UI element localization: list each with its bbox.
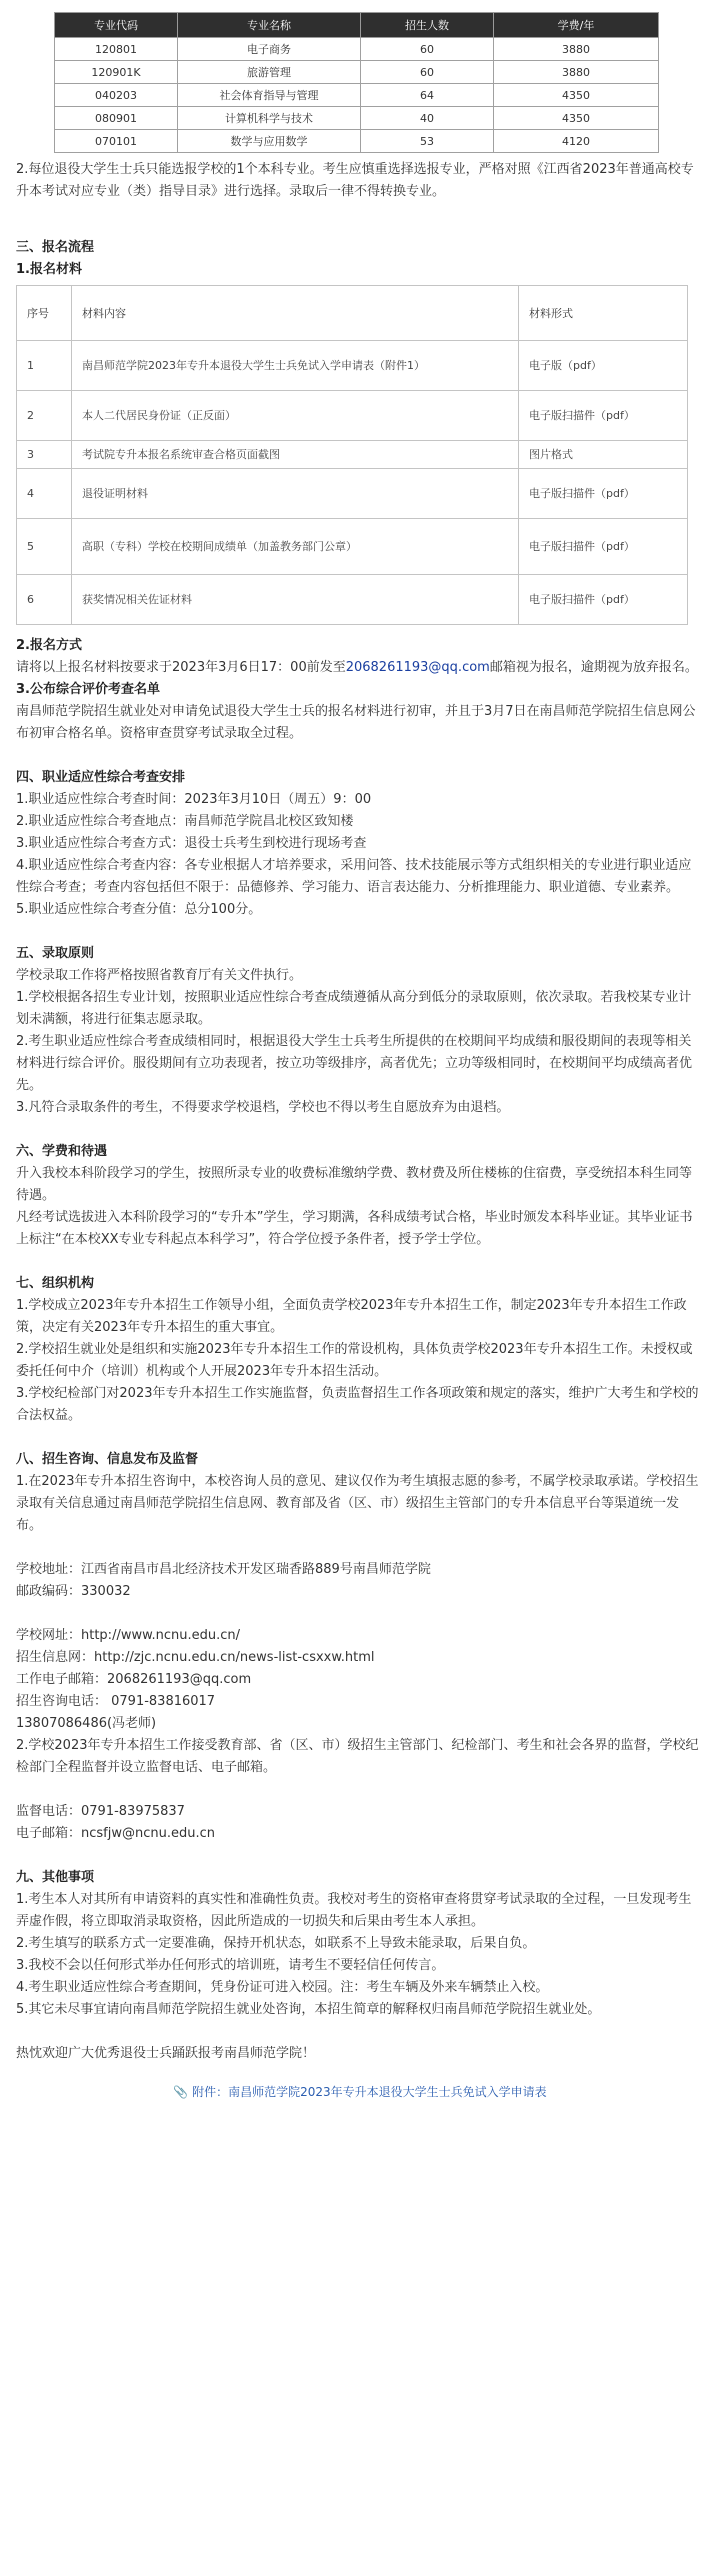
work-email: 工作电子邮箱：2068261193@qq.com bbox=[16, 1672, 252, 1687]
signup-method-text-a: 请将以上报名材料按要求于2023年3月6日17：00前发至 bbox=[16, 660, 346, 675]
table-row bbox=[17, 575, 688, 625]
table-row bbox=[55, 130, 659, 153]
cell: 电子版扫描件（pdf） bbox=[519, 575, 688, 625]
cell: 电子版扫描件（pdf） bbox=[519, 391, 688, 441]
consult-phone: 招生咨询电话： 0791-83816017 bbox=[16, 1694, 216, 1709]
supervision-email: 电子邮箱：ncsfjw@ncnu.edu.cn bbox=[16, 1826, 215, 1841]
list-item: 3.学校纪检部门对2023年专升本招生工作实施监督，负责监督招生工作各项政策和规定的落实，维护广大考生和学校的合法权益。 bbox=[16, 1386, 699, 1423]
cell: 2 bbox=[17, 391, 72, 441]
table-row bbox=[55, 61, 659, 84]
cell: 070101 bbox=[55, 130, 178, 153]
cell: 5 bbox=[17, 519, 72, 575]
cell: 本人二代居民身份证（正反面） bbox=[72, 391, 519, 441]
cell: 考试院专升本报名系统审查合格页面截图 bbox=[72, 441, 519, 469]
cell: 120901K bbox=[55, 61, 178, 84]
cell: 40 bbox=[361, 107, 494, 130]
cell: 电子版扫描件（pdf） bbox=[519, 519, 688, 575]
list-item: 2.考生填写的联系方式一定要准确，保持开机状态，如联系不上导致未能录取，后果自负。 bbox=[16, 1936, 536, 1951]
cell: 60 bbox=[361, 61, 494, 84]
list-item: 4.职业适应性综合考查内容：各专业根据人才培养要求，采用问答、技术技能展示等方式组织相关的专业进行职业适应性综合考查；考查内容包括但不限于：品德修养、学习能力、语言表达能力、分析推理能力、职业道德、专业素养。 bbox=[16, 858, 692, 895]
section-8-title: 八、招生咨询、信息发布及监督 bbox=[16, 1452, 199, 1467]
attachment-link-label: 附件：南昌师范学院2023年专升本退役大学生士兵免试入学申请表 bbox=[192, 2085, 547, 2099]
school-website: 学校网址：http://www.ncnu.edu.cn/ bbox=[16, 1628, 241, 1643]
list-item: 2.考生职业适应性综合考查成绩相同时，根据退役大学生士兵考生所提供的在校期间平均成绩和服役期间的表现等相关材料进行综合评价。服役期间有立功表现者，按立功等级排序，高者优先；立功等级相同时，在校期间平均成绩高者优先。 bbox=[16, 1034, 693, 1093]
welcome-text: 热忱欢迎广大优秀退役士兵踊跃报考南昌师范学院！ bbox=[16, 2046, 316, 2061]
cell: 4120 bbox=[494, 130, 659, 153]
header-form: 材料形式 bbox=[519, 286, 688, 341]
list-item: 3.凡符合录取条件的考生，不得要求学校退档，学校也不得以考生自愿放弃为由退档。 bbox=[16, 1100, 510, 1115]
cell: 南昌师范学院2023年专升本退役大学生士兵免试入学申请表（附件1） bbox=[72, 341, 519, 391]
cell: 4350 bbox=[494, 84, 659, 107]
cell: 获奖情况相关佐证材料 bbox=[72, 575, 519, 625]
cell: 电子版扫描件（pdf） bbox=[519, 469, 688, 519]
section-3-sub2: 2.报名方式 bbox=[16, 638, 82, 653]
signup-method bbox=[16, 657, 704, 679]
header-code: 专业代码 bbox=[55, 13, 178, 38]
header-content: 材料内容 bbox=[72, 286, 519, 341]
cell: 1 bbox=[17, 341, 72, 391]
materials-table bbox=[16, 285, 688, 625]
postcode: 邮政编码：330032 bbox=[16, 1584, 131, 1599]
cell: 计算机科学与技术 bbox=[178, 107, 361, 130]
list-item: 1.考生本人对其所有申请资料的真实性和准确性负责。我校对考生的资格审查将贯穿考试录取的全过程，一旦发现考生弄虚作假，将立即取消录取资格，因此所造成的一切损失和后果由考生本人承担。 bbox=[16, 1892, 692, 1929]
section-4-title: 四、职业适应性综合考查安排 bbox=[16, 770, 186, 785]
cell: 退役证明材料 bbox=[72, 469, 519, 519]
list-item: 1.学校根据各招生专业计划，按照职业适应性综合考查成绩遵循从高分到低分的录取原则，依次录取。若我校某专业计划未满额，将进行征集志愿录取。 bbox=[16, 990, 692, 1027]
header-name: 专业名称 bbox=[178, 13, 361, 38]
table-row bbox=[17, 341, 688, 391]
list-item: 4.考生职业适应性综合考查期间，凭身份证可进入校园。注：考生车辆及外来车辆禁止入校。 bbox=[16, 1980, 549, 1995]
cell: 旅游管理 bbox=[178, 61, 361, 84]
diploma-text: 凡经考试选拔进入本科阶段学习的“专升本”学生，学习期满，各科成绩考试合格，毕业时颁发本科毕业证。其毕业证书上标注“在本校XX专业专科起点本科学习”，符合学位授予条件者，授予学士学位。 bbox=[16, 1210, 693, 1247]
consult-text: 1.在2023年专升本招生咨询中，本校咨询人员的意见、建议仅作为考生填报志愿的参考，不属学校录取承诺。学校招生录取有关信息通过南昌师范学院招生信息网、教育部及省（区、市）级招生主管部门的专升本信息平台等渠道统一发布。 bbox=[16, 1474, 699, 1533]
list-item: 2.职业适应性综合考查地点：南昌师范学院昌北校区致知楼 bbox=[16, 814, 354, 829]
section-6-title: 六、学费和待遇 bbox=[16, 1144, 108, 1159]
table-row bbox=[55, 38, 659, 61]
cell: 4 bbox=[17, 469, 72, 519]
section-5-title: 五、录取原则 bbox=[16, 946, 95, 961]
list-item: 3.我校不会以任何形式举办任何形式的培训班，请考生不要轻信任何传言。 bbox=[16, 1958, 445, 1973]
majors-table bbox=[54, 12, 659, 153]
table-row bbox=[55, 107, 659, 130]
list-item: 5.职业适应性综合考查分值：总分100分。 bbox=[16, 902, 262, 917]
supervision-text: 2.学校2023年专升本招生工作接受教育部、省（区、市）级招生主管部门、纪检部门、考生和社会各界的监督，学校纪检部门全程监督并设立监督电话、电子邮箱。 bbox=[16, 1738, 699, 1775]
cell: 3 bbox=[17, 441, 72, 469]
tuition-text: 升入我校本科阶段学习的学生，按照所录专业的收费标准缴纳学费、教材费及所住楼栋的住宿费，享受统招本科生同等待遇。 bbox=[16, 1166, 693, 1203]
attachment-link-icon: 📎 bbox=[173, 2085, 189, 2099]
cell: 53 bbox=[361, 130, 494, 153]
cell: 64 bbox=[361, 84, 494, 107]
signup-method-text-b: 邮箱视为报名，逾期视为放弃报名。 bbox=[489, 660, 698, 675]
school-address: 学校地址：江西省南昌市昌北经济技术开发区瑞香路889号南昌师范学院 bbox=[16, 1562, 431, 1577]
cell: 高职（专科）学校在校期间成绩单（加盖教务部门公章） bbox=[72, 519, 519, 575]
cell: 数学与应用数学 bbox=[178, 130, 361, 153]
admissions-site: 招生信息网：http://zjc.ncnu.edu.cn/news-list-csxxw.html bbox=[16, 1650, 375, 1665]
cell: 120801 bbox=[55, 38, 178, 61]
section-3-sub3: 3.公布综合评价考查名单 bbox=[16, 682, 160, 697]
header-no: 序号 bbox=[17, 286, 72, 341]
cell: 040203 bbox=[55, 84, 178, 107]
cell: 社会体育指导与管理 bbox=[178, 84, 361, 107]
list-item: 1.职业适应性综合考查时间：2023年3月10日（周五）9：00 bbox=[16, 792, 372, 807]
cell: 3880 bbox=[494, 61, 659, 84]
majors-table-header bbox=[55, 13, 659, 38]
cell: 4350 bbox=[494, 107, 659, 130]
cell: 3880 bbox=[494, 38, 659, 61]
section-3-sub1: 1.报名材料 bbox=[16, 262, 82, 277]
section-3-title: 三、报名流程 bbox=[16, 240, 95, 255]
signup-email: 2068261193@qq.com bbox=[345, 660, 490, 675]
cell: 电子商务 bbox=[178, 38, 361, 61]
supervision-phone: 监督电话：0791-83975837 bbox=[16, 1804, 185, 1819]
list-item: 2.学校招生就业处是组织和实施2023年专升本招生工作的常设机构，具体负责学校2023年专升本招生工作。未授权或委托任何中介（培训）机构或个人开展2023年专升本招生活动。 bbox=[16, 1342, 693, 1379]
list-item: 1.学校成立2023年专升本招生工作领导小组，全面负责学校2023年专升本招生工作，制定2023年专升本招生工作政策，决定有关2023年专升本招生的重大事宜。 bbox=[16, 1298, 687, 1335]
table-row bbox=[17, 469, 688, 519]
cell: 6 bbox=[17, 575, 72, 625]
list-item: 3.职业适应性综合考查方式：退役士兵考生到校进行现场考查 bbox=[16, 836, 367, 851]
table-row bbox=[17, 519, 688, 575]
attachment-link[interactable] bbox=[16, 2083, 704, 2100]
note-2: 2.每位退役大学生士兵只能选报学校的1个本科专业。考生应慎重选择选报专业，严格对照《江西省2023年普通高校专升本考试对应专业（类）指导目录》进行选择。录取后一律不得转换专业。 bbox=[16, 162, 694, 199]
cell: 图片格式 bbox=[519, 441, 688, 469]
header-fee: 学费/年 bbox=[494, 13, 659, 38]
table-row bbox=[55, 84, 659, 107]
table-row bbox=[17, 391, 688, 441]
shortlist-text: 南昌师范学院招生就业处对申请免试退役大学生士兵的报名材料进行初审，并且于3月7日在南昌师范学院招生信息网公布初审合格名单。资格审查贯穿考试录取全过程。 bbox=[16, 704, 696, 741]
header-count: 招生人数 bbox=[361, 13, 494, 38]
cell: 080901 bbox=[55, 107, 178, 130]
cell: 电子版（pdf） bbox=[519, 341, 688, 391]
cell: 60 bbox=[361, 38, 494, 61]
section-7-title: 七、组织机构 bbox=[16, 1276, 95, 1291]
section-5-intro: 学校录取工作将严格按照省教育厅有关文件执行。 bbox=[16, 968, 303, 983]
materials-table-header bbox=[17, 286, 688, 341]
list-item: 5.其它未尽事宜请向南昌师范学院招生就业处咨询，本招生简章的解释权归南昌师范学院招生就业处。 bbox=[16, 2002, 601, 2017]
table-row bbox=[17, 441, 688, 469]
consult-mobile: 13807086486(冯老师) bbox=[16, 1716, 157, 1731]
section-9-title: 九、其他事项 bbox=[16, 1870, 95, 1885]
